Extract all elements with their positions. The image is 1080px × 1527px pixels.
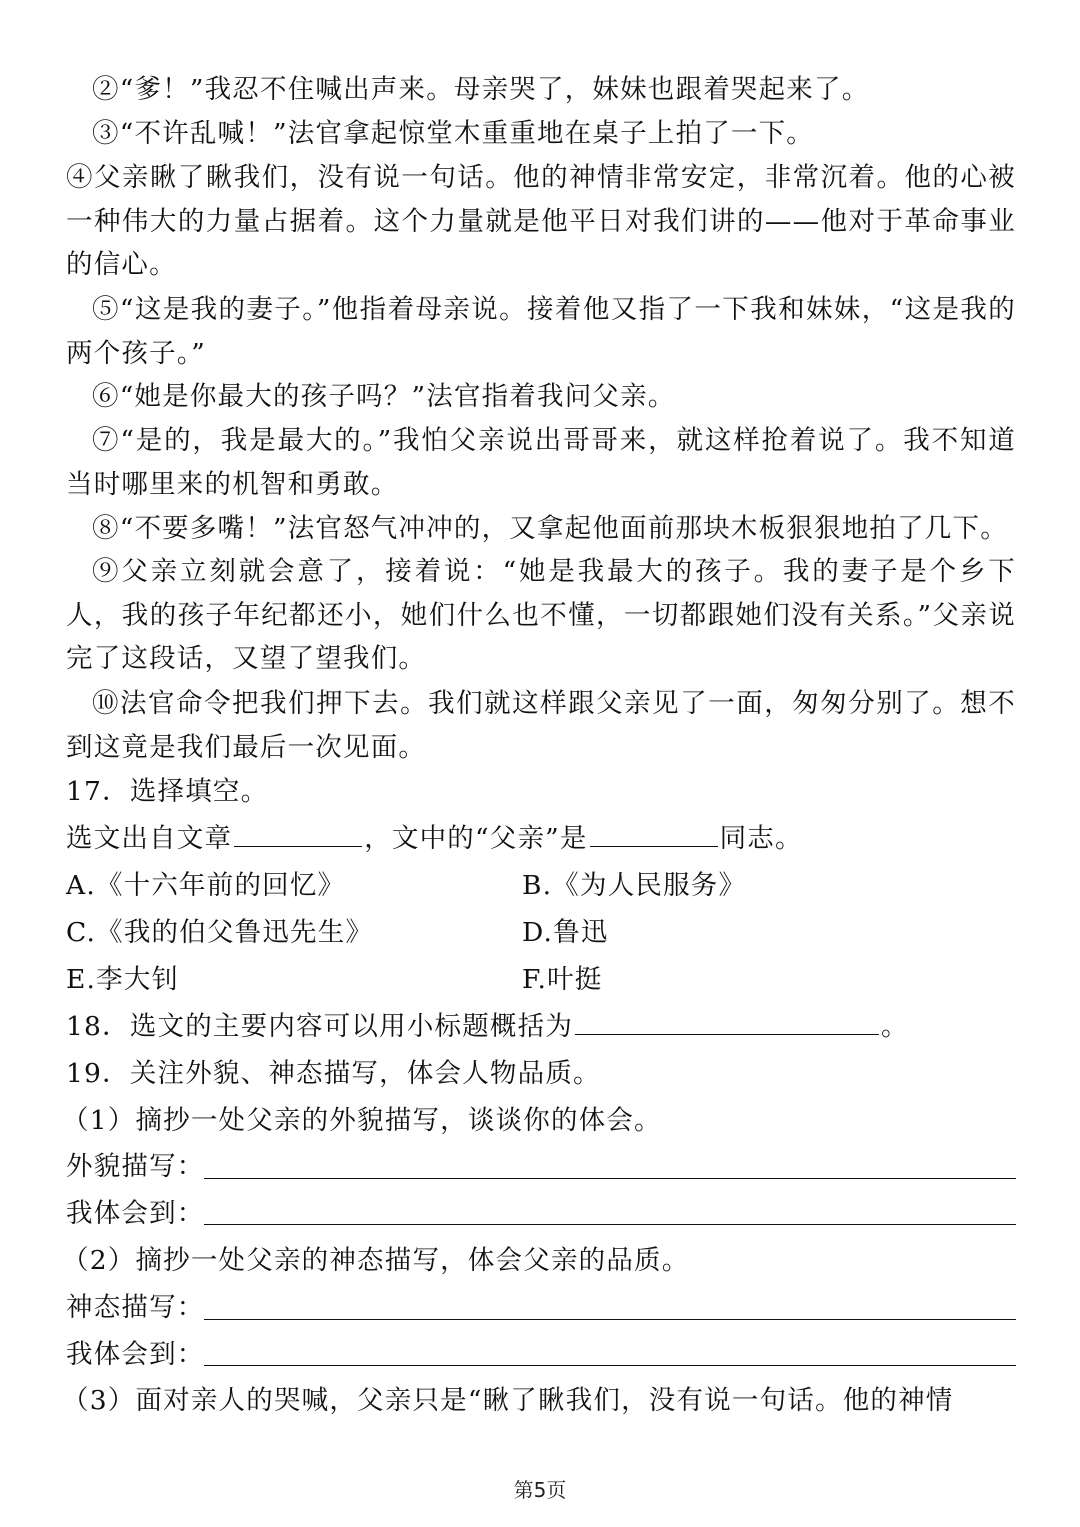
passage-paragraph-8: ⑧“不要多嘴！”法官怒气冲冲的，又拿起他面前那块木板狠狠地拍了几下。 (92, 513, 1008, 544)
appearance-answer-line[interactable] (204, 1178, 1016, 1179)
passage-paragraph-5: ⑤“这是我的妻子。”他指着母亲说。接着他又指了一下我和妹妹，“这是我的两个孩子。” (66, 294, 1016, 369)
question-18 (66, 1005, 909, 1049)
passage-paragraph-6: ⑥“她是你最大的孩子吗？”法官指着我问父亲。 (92, 381, 676, 412)
question-19-sub-2: （2）摘抄一处父亲的神态描写，体会父亲的品质。 (62, 1245, 690, 1276)
passage-paragraph-4: ④父亲瞅了瞅我们，没有说一句话。他的神情非常安定，非常沉着。他的心被一种伟大的力量占据着。这个力量就是他平日对我们讲的——他对于革命事业的信心。 (66, 162, 1016, 280)
question-17-stem (66, 817, 803, 861)
question-19-sub-3: （3）面对亲人的哭喊，父亲只是“瞅了瞅我们，没有说一句话。他的神情 (62, 1385, 954, 1416)
q17-stem-part-a: 选文出自文章 (66, 823, 233, 854)
label-feel-2: 我体会到： (66, 1339, 205, 1370)
label-expression: 神态描写： (66, 1292, 205, 1323)
q17-stem-part-b: ，文中的“父亲”是 (364, 823, 588, 854)
q18-stem: 18．选文的主要内容可以用小标题概括为 (66, 1011, 574, 1042)
page-number: 第5页 (513, 1478, 567, 1502)
q17-option-f: F.叶挺 (522, 964, 603, 995)
question-17-title: 17．选择填空。 (66, 776, 269, 807)
passage-paragraph-10: ⑩法官命令把我们押下去。我们就这样跟父亲见了一面，匆匆分别了。想不到这竟是我们最后一次见面。 (66, 688, 1016, 763)
q17-option-b: B.《为人民服务》 (522, 870, 747, 901)
feel-1-answer-line[interactable] (204, 1224, 1016, 1225)
q17-blank-person[interactable] (590, 818, 718, 847)
q17-blank-article[interactable] (234, 818, 362, 847)
passage-paragraph-3: ③“不许乱喊！”法官拿起惊堂木重重地在桌子上拍了一下。 (92, 118, 814, 149)
passage-paragraph-7: ⑦“是的，我是最大的。”我怕父亲说出哥哥来，就这样抢着说了。我不知道当时哪里来的机智和勇敢。 (66, 425, 1016, 500)
q18-blank-subtitle[interactable] (575, 1006, 879, 1035)
passage-paragraph-2: ②“爹！”我忍不住喊出声来。母亲哭了，妹妹也跟着哭起来了。 (92, 74, 870, 105)
q17-option-e: E.李大钊 (66, 964, 180, 995)
label-appearance: 外貌描写： (66, 1151, 205, 1182)
q17-option-d: D.鲁迅 (522, 917, 609, 948)
question-19-title: 19．关注外貌、神态描写，体会人物品质。 (66, 1058, 601, 1089)
q17-option-a: A.《十六年前的回忆》 (66, 870, 346, 901)
feel-2-answer-line[interactable] (204, 1365, 1016, 1366)
q17-stem-part-c: 同志。 (719, 823, 803, 854)
label-feel-1: 我体会到： (66, 1198, 205, 1229)
passage-paragraph-9: ⑨父亲立刻就会意了，接着说：“她是我最大的孩子。我的妻子是个乡下人，我的孩子年纪都还小，她们什么也不懂，一切都跟她们没有关系。”父亲说完了这段话，又望了望我们。 (66, 556, 1016, 674)
question-19-sub-1: （1）摘抄一处父亲的外貌描写，谈谈你的体会。 (62, 1105, 662, 1136)
expression-answer-line[interactable] (204, 1319, 1016, 1320)
q18-end: 。 (881, 1011, 909, 1042)
q17-option-c: C.《我的伯父鲁迅先生》 (66, 917, 374, 948)
